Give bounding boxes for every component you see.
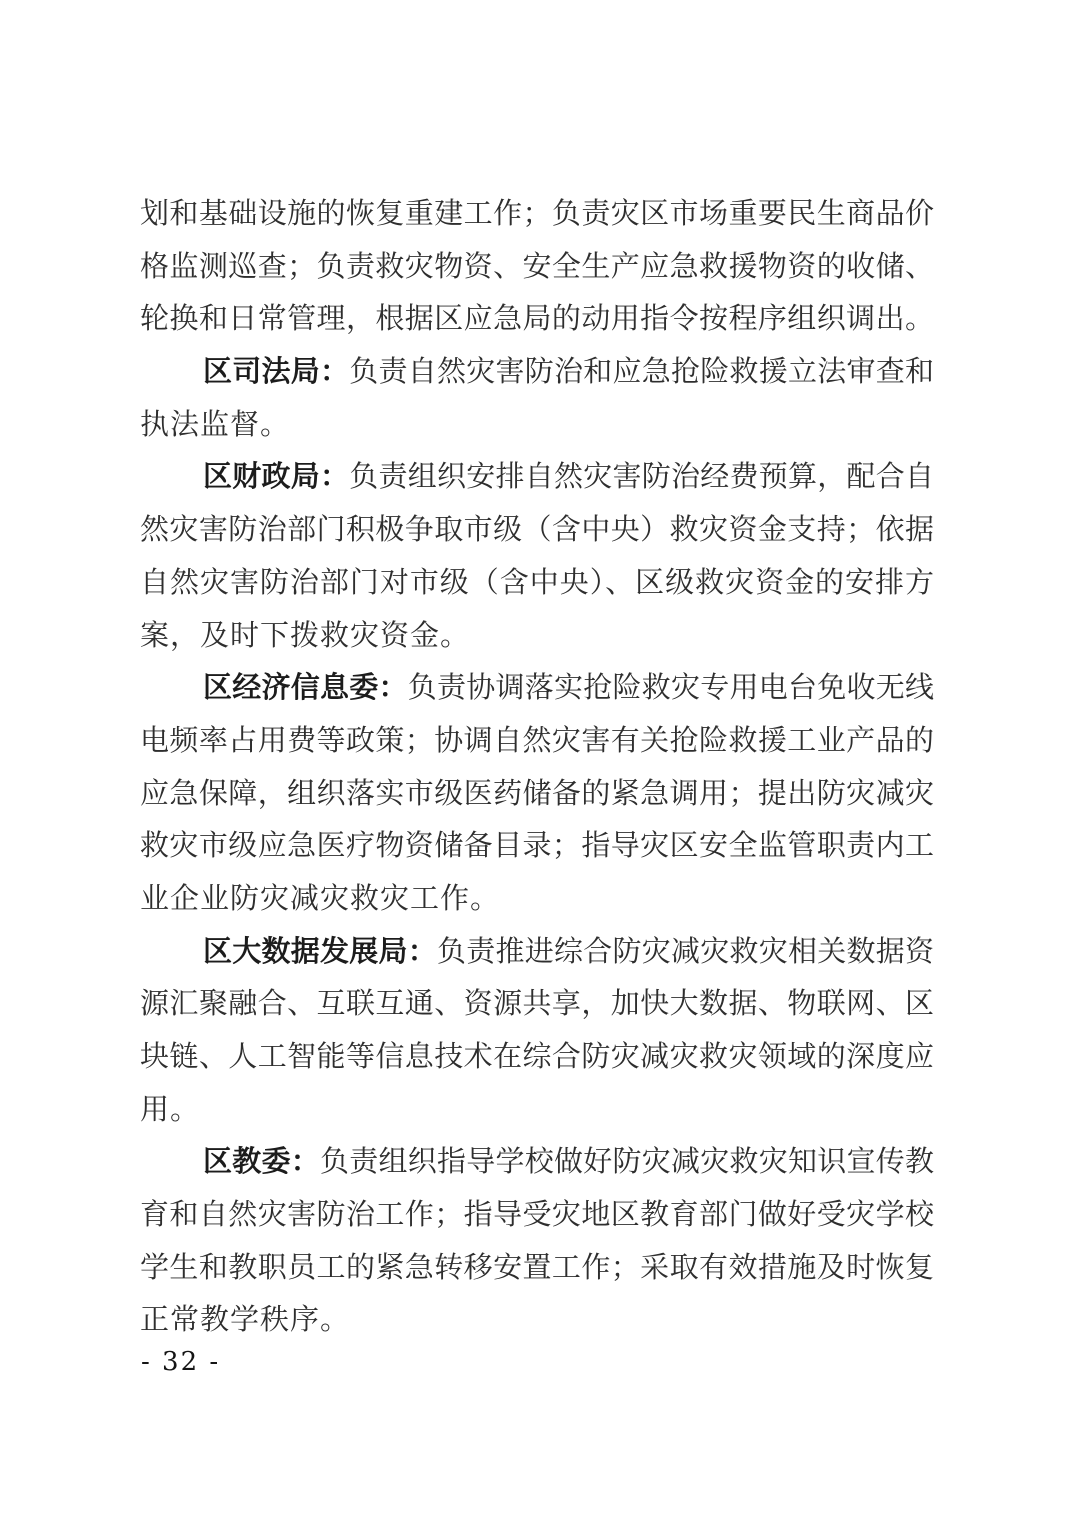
text-line [140,661,934,714]
text-line [140,977,934,1030]
text-line [140,819,934,872]
text-segment: 自然灾害防治部门对市级（含中央）、区级救灾资金的安排方 [140,564,934,599]
text-segment: 然灾害防治部门积极争取市级（含中央）救灾资金支持；依据 [140,512,934,547]
text-segment: 正常教学秩序。 [140,1302,351,1337]
department-name: 区财政局： [203,459,350,494]
text-line [140,1135,934,1188]
text-segment: 电频率占用费等政策；协调自然灾害有关抢险救援工业产品的 [140,722,934,757]
text-line [140,398,934,451]
department-name: 区大数据发展局： [203,933,437,968]
text-segment: 格监测巡查；负责救灾物资、安全生产应急救援物资的收储、 [140,248,934,283]
text-segment: 业企业防灾减灾救灾工作。 [140,880,501,915]
text-line [140,925,934,978]
text-line [140,187,934,240]
text-segment: 负责协调落实抢险救灾专用电台免收无线 [407,670,934,705]
department-name: 区司法局： [203,354,350,389]
text-line [140,450,934,503]
text-segment: 负责自然灾害防治和应急抢险救援立法审查和 [349,354,934,389]
department-name: 区经济信息委： [203,670,408,705]
text-segment: 负责推进综合防灾减灾救灾相关数据资 [437,933,934,968]
text-segment: 用。 [140,1091,201,1126]
text-segment: 负责组织指导学校做好防灾减灾救灾知识宣传教 [320,1144,934,1179]
text-segment: 划和基础设施的恢复重建工作；负责灾区市场重要民生商品价 [140,196,934,230]
text-line [140,1083,934,1136]
text-line [140,240,934,293]
text-segment: 应急保障，组织落实市级医药储备的紧急调用；提出防灾减灾 [140,775,934,810]
text-segment: 负责组织安排自然灾害防治经费预算，配合自 [349,459,934,494]
text-line [140,556,934,609]
text-line [140,503,934,556]
text-segment: 块链、人工智能等信息技术在综合防灾减灾救灾领域的深度应 [140,1039,934,1073]
text-line [140,292,934,345]
document-body [140,187,934,1346]
page-number: - 32 - [141,1347,221,1377]
text-line [140,609,934,662]
text-segment: 轮换和日常管理，根据区应急局的动用指令按程序组织调出。 [140,301,934,336]
text-segment: 学生和教职员工的紧急转移安置工作；采取有效措施及时恢复 [140,1249,934,1284]
text-line [140,345,934,398]
text-segment: 案，及时下拨救灾资金。 [140,617,471,652]
department-name: 区教委： [203,1144,320,1179]
text-line [140,1188,934,1241]
text-segment: 源汇聚融合、互联互通、资源共享，加快大数据、物联网、区 [140,986,934,1021]
text-line [140,714,934,767]
text-segment: 育和自然灾害防治工作；指导受灾地区教育部门做好受灾学校 [140,1197,934,1232]
text-line [140,1293,934,1346]
text-line [140,767,934,820]
text-line [140,1030,934,1083]
text-line [140,872,934,925]
text-line [140,1241,934,1294]
text-segment: 执法监督。 [140,406,291,441]
text-segment: 救灾市级应急医疗物资储备目录；指导灾区安全监管职责内工 [140,828,934,863]
